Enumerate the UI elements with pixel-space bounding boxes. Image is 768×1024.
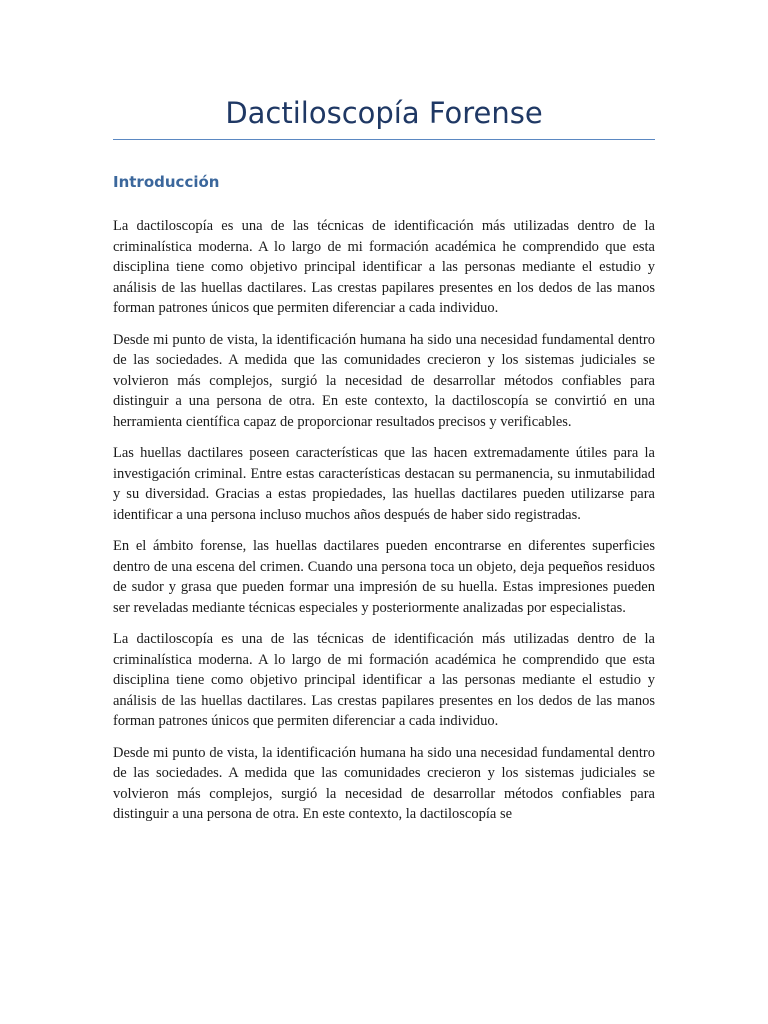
section-heading-introduction: Introducción [113, 173, 220, 191]
body-paragraph: Desde mi punto de vista, la identificación humana ha sido una necesidad fundamental dentro de las sociedades. A medida que las comunidades crecieron y los sistemas judiciales se volvieron más complejos, surgió la necesidad de desarrollar métodos confiables para distinguir a una persona de otra. En este contexto, la dactiloscopía se [113, 744, 655, 822]
body-paragraph: En el ámbito forense, las huellas dactilares pueden encontrarse en diferentes superficies dentro de una escena del crimen. Cuando una persona toca un objeto, deja pequeños residuos de sudor y grasa que pueden formar una impresión de su huella. Estas impresiones pueden ser reveladas mediante técnicas especiales y posteriormente analizadas por especialistas. [113, 538, 655, 616]
body-paragraph: Las huellas dactilares poseen características que las hacen extremadamente útiles para la investigación criminal. Entre estas características destacan su permanencia, su inmutabilidad y su diversidad. Gracias a estas propiedades, las huellas dactilares pueden utilizarse para identificar a una persona incluso muchos años después de haber sido registradas. [113, 445, 655, 523]
body-paragraph: Desde mi punto de vista, la identificación humana ha sido una necesidad fundamental dentro de las sociedades. A medida que las comunidades crecieron y los sistemas judiciales se volvieron más complejos, surgió la necesidad de desarrollar métodos confiables para distinguir a una persona de otra. En este contexto, la dactiloscopía se convirtió en una herramienta científica capaz de proporcionar resultados precisos y verificables. [113, 331, 655, 430]
document-body [113, 216, 655, 836]
body-paragraph: La dactiloscopía es una de las técnicas de identificación más utilizadas dentro de la criminalística moderna. A lo largo de mi formación académica he comprendido que esta disciplina tiene como objetivo principal identificar a las personas mediante el estudio y análisis de las huellas dactilares. Las crestas papilares presentes en los dedos de las manos forman patrones únicos que permiten diferenciar a cada individuo. [113, 631, 655, 729]
body-paragraph: La dactiloscopía es una de las técnicas de identificación más utilizadas dentro de la criminalística moderna. A lo largo de mi formación académica he comprendido que esta disciplina tiene como objetivo principal identificar a las personas mediante el estudio y análisis de las huellas dactilares. Las crestas papilares presentes en los dedos de las manos forman patrones únicos que permiten diferenciar a cada individuo. [113, 218, 655, 316]
document-title: Dactiloscopía Forense [225, 96, 543, 130]
title-underline-rule [113, 139, 655, 140]
